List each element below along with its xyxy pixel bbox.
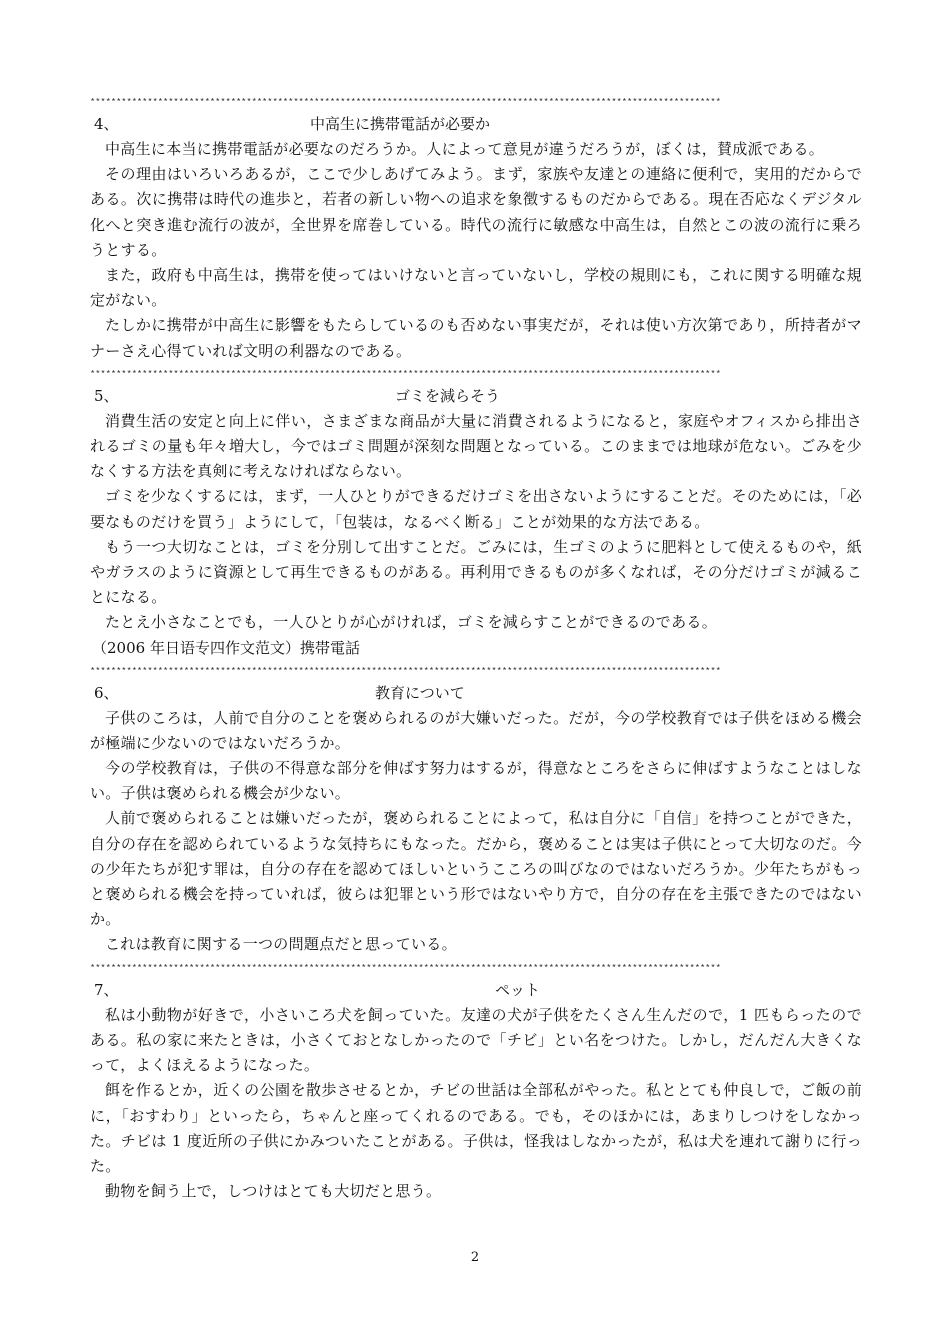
section-title: ペット	[495, 980, 541, 999]
separator-line: *************************************************************************************************************************	[90, 97, 721, 107]
paragraph: また，政府も中高生は，携帯を使ってはいけないと言っていないし，学校の規則にも，これに関する明確な規定がない。	[90, 266, 862, 310]
section-number: 5、	[94, 386, 119, 405]
section-heading	[90, 681, 862, 706]
section-heading	[90, 112, 862, 137]
section-number: 6、	[94, 683, 119, 702]
section-number: 7、	[94, 980, 119, 999]
paragraph: 消費生活の安定と向上に伴い，さまざまな商品が大量に消費されるようになると，家庭やオフィスから排出されるゴミの量も年々増大し，今ではゴミ問題が深刻な問題となっている。このままでは地球が危ない。ごみを少なくする方法を真剣に考えなければならない。	[90, 411, 862, 481]
section-number: 4、	[94, 115, 119, 133]
page-number: 2	[470, 1250, 480, 1265]
separator-line: *************************************************************************************************************************	[90, 665, 721, 676]
paragraph: 子供のころは，人前で自分のことを褒められるのが大嫌いだった。だが，今の学校教育では子供をほめる機会が極端に少ないのではないだろうか。	[90, 708, 862, 752]
separator-line: *************************************************************************************************************************	[90, 368, 721, 379]
section-title: 教育について	[375, 683, 465, 702]
document-page	[90, 92, 862, 1204]
paragraph: ゴミを少なくするには，まず，一人ひとりができるだけゴミを出さないようにすることだ。そのためには，「必要なものだけを買う」ようにして，「包装は，なるべく断る」ことが効果的な方法である。	[90, 487, 862, 531]
section-title: ゴミを減らそう	[395, 386, 501, 405]
section-title: 中高生に携帯電話が必要か	[310, 115, 491, 133]
source-note: （2006 年日语专四作文范文）携帯電話	[92, 638, 360, 657]
paragraph: もう一つ大切なことは，ゴミを分別して出すことだ。ごみには，生ゴミのように肥料として使えるものや，紙やガラスのように資源として再生できるものがある。再利用できるものが多くなれば，その分だけゴミが減ることになる。	[90, 537, 862, 607]
paragraph: たしかに携帯が中高生に影響をもたらしているのも否めない事実だが，それは使い方次第であり，所持者がマナーさえ心得ていれば文明の利器なのである。	[90, 316, 862, 360]
paragraph: 人前で褒められることは嫌いだったが，褒められることによって，私は自分に「自信」を持つことができた，自分の存在を認められているような気持ちにもなった。だから，褒めることは実は子供にとって大切なのだ。今の少年たちが犯す罪は，自分の存在を認めてほしいというこころの叫びなのではないだろうか。少年たちがもっと褒められる機会を持っていれば，彼らは犯罪という形ではないやり方で，自分の存在を主張できたのではないか。	[90, 809, 862, 929]
paragraph: これは教育に関する一つの問題点だと思っている。	[105, 935, 457, 954]
paragraph: 餌を作るとか，近くの公園を散歩させるとか，チビの世話は全部私がやった。私ととても仲良しで，ご飯の前に，「おすわり」といったら，ちゃんと座ってくれるのである。でも，そのほかには，あまりしつけをしなかった。チビは 1 度近所の子供にかみついたことがある。子供は，怪我はしなかったが，私は犬を連れて謝りに行った。	[90, 1081, 862, 1175]
separator-line: *************************************************************************************************************************	[90, 962, 721, 973]
paragraph: たとえ小さなことでも，一人ひとりが心がければ，ゴミを減らすことができるのである。	[105, 613, 718, 632]
section-heading	[90, 978, 862, 1003]
section-heading	[90, 384, 862, 409]
paragraph: 中高生に本当に携帯電話が必要なのだろうか。人によって意見が違うだろうが，ぼくは，賛成派である。	[105, 140, 825, 158]
paragraph: 私は小動物が好きで，小さいころ犬を飼っていた。友達の犬が子供をたくさん生んだので，1 匹もらったのである。私の家に来たときは，小さくておとなしかったので「チビ」とい名をつけた。しかし，だんだん大きくなって，よくほえるようになった。	[90, 1005, 862, 1075]
paragraph: 今の学校教育は，子供の不得意な部分を伸ばす努力はするが，得意なところをさらに伸ばすようなことはしない。子供は褒められる機会が少ない。	[90, 759, 862, 803]
paragraph: 動物を飼う上で，しつけはとても大切だと思う。	[105, 1182, 442, 1201]
paragraph: その理由はいろいろあるが，ここで少しあげてみよう。まず，家族や友達との連絡に便利で，実用的だからである。次に携帯は時代の進歩と，若者の新しい物への追求を象徴するものだからである。現在否応なくデジタル化へと突き進む流行の波が，全世界を席巻している。時代の流行に敏感な中高生は，自然とこの波の流行に乗ろうとする。	[90, 165, 862, 259]
